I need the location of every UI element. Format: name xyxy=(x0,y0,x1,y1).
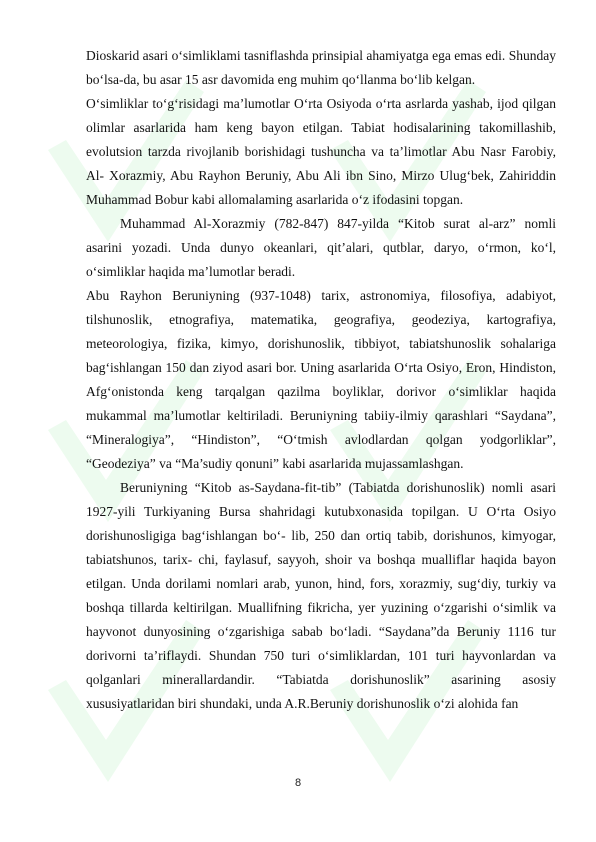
paragraph-2: O‘simliklar to‘g‘risidagi ma’lumotlar O‘rta Osiyoda o‘rta asrlarda yashab, ijod qilgan olimlar asarlarida ham keng bayon etilgan. Tabiat hodisalarining takomillashib, evolutsion tarzda rivojlanib borishidagi tushuncha va ta’limotlar Abu Nasr Farobiy, Al- Xorazmiy, Abu Rayhon Beruniy, Abu Ali ibn Sino, Mirzo Ulug‘bek, Zahiriddin Muhammad Bobur kabi allomalaming asarlarida o‘z ifodasini topgan. xyxy=(86,96,556,207)
document-body xyxy=(86,44,556,716)
paragraph-5: Beruniyning “Kitob as-Saydana-fit-tib” (Tabiatda dorishunoslik) nomli asari 1927-yili Turkiyaning Bursa shahridagi kutubxonasida topilgan. U O‘rta Osiyo dorishunosligiga bag‘ishlangan bo‘- lib, 250 dan ortiq tabib, dorishunos, kimyogar, tabiatshunos, tarix- chi, faylasuf, sayyoh, shoir va boshqa mualliflar haqida bayon etilgan. Unda dorilami nomlari arab, yunon, hind, fors, xorazmiy, sug‘diy, turkiy va boshqa tillarda keltirilgan. Muallifning fikricha, yer yuzining o‘zgarishi o‘simlik va hayvonot dunyosining o‘zgarishiga sabab bo‘ladi. “Saydana”da Beruniy 1116 tur dorivorni ta’riflaydi. Shundan 750 turi o‘simliklardan, 101 turi hayvonlardan va qolganlari minerallardandir. “Tabiatda dorishunoslik” asarining asosiy xususiyatlaridan biri shundaki, unda A.R.Beruniy dorishunoslik o‘zi alohida fan xyxy=(86,480,556,711)
paragraph-3: Muhammad Al-Xorazmiy (782-847) 847-yilda “Kitob surat al-arz” nomli asarini yozadi. Unda dunyo okeanlari, qit’alari, qutblar, daryo, o‘rmon, ko‘l, o‘simliklar haqida ma’lumotlar beradi. xyxy=(86,216,556,279)
paragraph-4: Abu Rayhon Beruniyning (937-1048) tarix, astronomiya, filosofiya, adabiyot, tilshunoslik, etnografiya, matematika, geografiya, geodeziya, kartografiya, meteorologiya, fizika, kimyo, dorishunoslik, tibbiyot, tabiatshunoslik sohalariga bag‘ishlangan 150 dan ziyod asari bor. Uning asarlarida O‘rta Osiyo, Eron, Hindiston, Afg‘onistonda keng tarqalgan qazilma boyliklar, dorivor o‘simliklar haqida mukammal ma’lumotlar keltiriladi. Beruniyning tabiiy-ilmiy qarashlari “Saydana”, “Mineralogiya”, “Hindiston”, “O‘tmish avlodlardan qolgan yodgorliklar”, “Geodeziya” va “Ma’sudiy qonuni” kabi asarlarida mujassamlashgan. xyxy=(86,288,556,471)
paragraph-1: Dioskarid asari o‘simliklami tasniflashda prinsipial ahamiyatga ega emas edi. Shunday bo‘lsa-da, bu asar 15 asr davomida eng muhim qo‘llanma bo‘lib kelgan. xyxy=(86,48,556,87)
page-number: 8 xyxy=(294,777,302,789)
